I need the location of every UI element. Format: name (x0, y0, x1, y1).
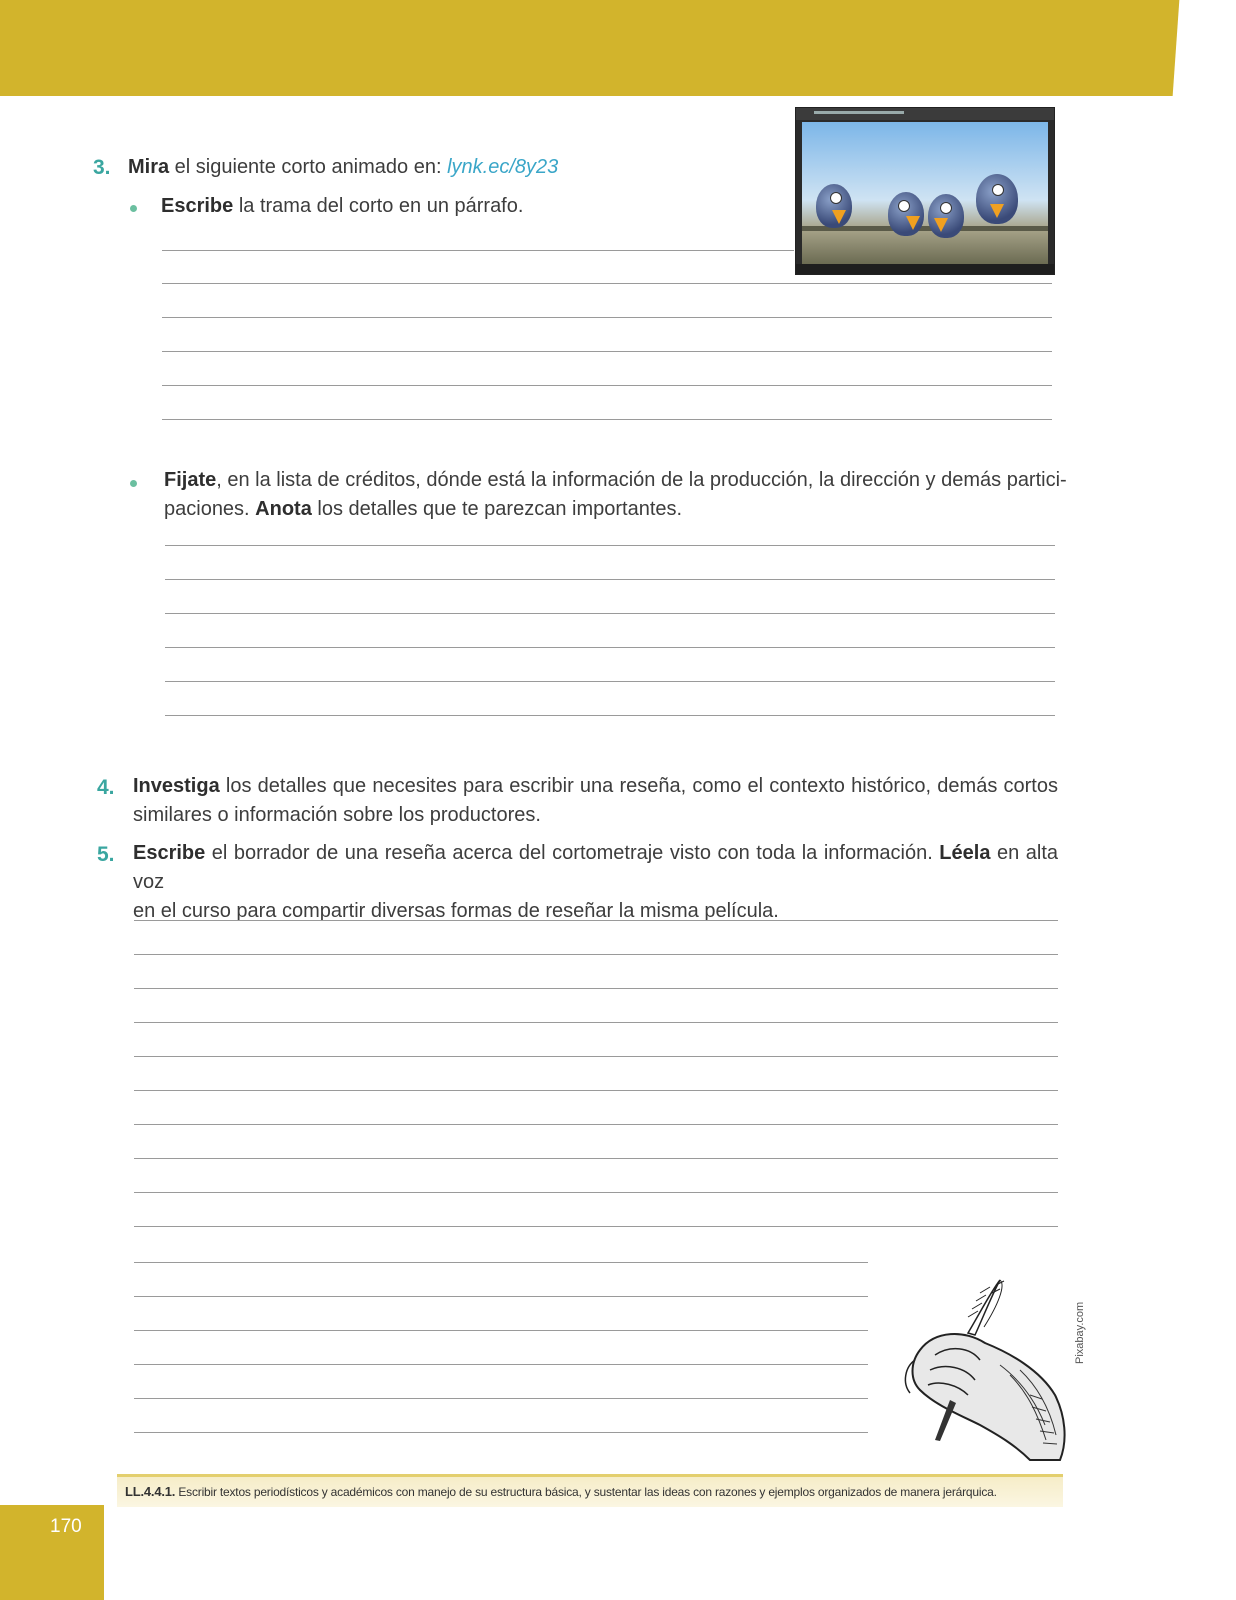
item-4-verb: Investiga (133, 775, 220, 797)
bird-icon (976, 174, 1018, 224)
top-color-band (0, 0, 1166, 96)
answer-line (162, 250, 794, 251)
bullet-dot (130, 205, 137, 212)
bullet-2-verb2: Anota (255, 498, 312, 520)
item-5-verb: Escribe (133, 842, 206, 864)
bullet-1-text: la trama del corto en un párrafo. (233, 195, 524, 217)
bullet-2-line1: , en la lista de créditos, dónde está la información de la producción, la dirección y demás partici- (216, 469, 1067, 491)
answer-line (162, 351, 1052, 352)
video-player-bar (796, 108, 1054, 120)
standard-text: Escribir textos periodísticos y académicos con manejo de su estructura básica, y sustentar las ideas con razones y ejemplos organizados de manera jerárquica. (175, 1485, 997, 1499)
item-5-line1-post: en alta voz (133, 842, 1059, 893)
bird-icon (928, 194, 964, 238)
item-5-line2: en el curso para compartir diversas formas de reseñar la misma película. (133, 900, 779, 922)
answer-line (162, 317, 1052, 318)
animated-short-thumbnail (795, 107, 1055, 275)
answer-line (165, 579, 1055, 580)
birds-on-wire-scene (802, 122, 1048, 264)
answer-line (134, 1432, 868, 1433)
answer-line (134, 1296, 868, 1297)
answer-line (134, 1364, 868, 1365)
answer-line (134, 1124, 1058, 1125)
answer-line (162, 283, 1052, 284)
item-5-verb2: Léela (939, 842, 991, 864)
bullet-2-verb: Fijate (164, 469, 217, 491)
bullet-1-verb: Escribe (161, 195, 234, 217)
bullet-2-line2-post: los detalles que te parezcan importantes. (311, 498, 683, 520)
bullet-2-line2-pre: paciones. (164, 498, 256, 520)
bird-icon (816, 184, 852, 228)
answer-line (165, 715, 1055, 716)
item-4-instruction (133, 772, 1058, 830)
answer-line (165, 613, 1055, 614)
bullet-dot (130, 480, 137, 487)
video-link[interactable]: lynk.ec/8y23 (447, 156, 559, 178)
answer-line (134, 1398, 868, 1399)
answer-line (134, 1090, 1058, 1091)
answer-line (134, 1262, 868, 1263)
item-3-text: el siguiente corto animado en: (169, 156, 448, 178)
item-5-line1-pre: el borrador de una reseña acerca del cortometraje visto con toda la información. (205, 842, 940, 864)
item-3-instruction (128, 153, 558, 182)
answer-line (162, 385, 1052, 386)
item-4-line1: los detalles que necesites para escribir una reseña, como el contexto histórico, demás cortos (219, 775, 1058, 797)
answer-line (134, 1226, 1058, 1227)
bullet-credits (164, 466, 1067, 524)
answer-line (165, 545, 1055, 546)
curriculum-standard (125, 1484, 997, 1499)
hand-writing-quill-illustration (880, 1275, 1075, 1465)
answer-line (134, 1330, 868, 1331)
image-credit: Pixabay.com (1074, 1301, 1086, 1364)
item-5-instruction (133, 839, 1058, 926)
bird-icon (888, 192, 924, 236)
answer-line (134, 920, 1058, 921)
answer-line (134, 954, 1058, 955)
answer-line (134, 1056, 1058, 1057)
standard-code: LL.4.4.1. (125, 1484, 176, 1499)
item-5-number: 5. (97, 843, 115, 866)
item-4-line2: similares o información sobre los productores. (133, 804, 541, 826)
item-3-verb: Mira (128, 156, 170, 178)
answer-line (134, 1022, 1058, 1023)
answer-line (134, 1158, 1058, 1159)
answer-line (162, 419, 1052, 420)
page-number: 170 (50, 1516, 82, 1537)
item-4-number: 4. (97, 776, 115, 799)
answer-line (134, 988, 1058, 989)
answer-line (165, 647, 1055, 648)
bullet-write-plot (161, 192, 523, 221)
item-3-number: 3. (93, 156, 111, 179)
answer-line (134, 1192, 1058, 1193)
answer-line (165, 681, 1055, 682)
